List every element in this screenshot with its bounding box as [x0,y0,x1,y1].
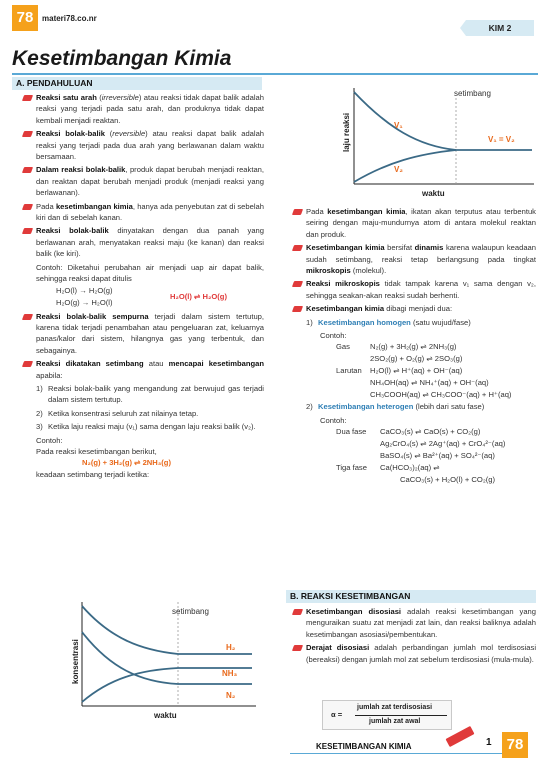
equation-equilibrium: H₂O(l) ⇌ H₂O(g) [170,291,227,301]
fraction-bar [355,715,447,716]
concentration-chart [70,598,260,722]
pencil-bullet-icon [292,281,303,287]
contoh-equation: N₂(g) + 3H₂(g) ⇌ 2NH₃(g) [82,458,171,468]
equation-forward: H₂O(l) → H₂O(g) [56,285,113,295]
right-column [290,206,536,486]
footer-logo: 78 [502,732,528,758]
top-bar [0,0,550,38]
y-axis-label: konsentrasi [71,639,80,684]
paragraph-dibagi: Kesetimbangan kimia dibagi menjadi dua: [290,303,536,314]
paragraph-panah: Reaksi bolak-balik dinyatakan dengan dua panah yang berlawanan arah, menyatakan reaksi maju (ke kanan) dan reaksi balik (ke kiri). [20,225,264,259]
fraction-numerator: jumlah zat terdisosiasi [357,704,433,711]
pencil-bullet-icon [22,131,33,137]
contoh-text: Pada reaksi kesetimbangan berikut, [36,446,157,456]
page-number: 1 [486,737,492,748]
alpha-symbol: α = [331,710,343,719]
contoh-air: Contoh: Diketahui perubahan air menjadi uap air dapat balik, sehingga reaksi dapat ditulis [36,262,264,284]
contoh-label: Contoh: [36,435,63,445]
pencil-bullet-icon [292,209,303,215]
pencil-bullet-icon [22,361,33,367]
dua-fase-equations: Dua fase CaCO₃(s) ⇌ CaO(s) + CO₂(g) Ag₂CrO₄(s) ⇌ 2Ag⁺(aq) + CrO₄²⁻(aq) BaSO₄(s) ⇌ Ba²⁺(aq) + SO₄²⁻(aq) [336,427,506,461]
section-b-body [290,606,536,667]
list-item-2: 2) Ketika konsentrasi seluruh zat nilainya tetap. [36,408,199,418]
paragraph-dinamis: Kesetimbangan kimia bersifat dinamis karena walaupun keadaan sudah setimbang, reaksi tetap berlangsung pada tingkat mikroskopis (molekul). [290,242,536,276]
list-item-3: 3) Ketika laju reaksi maju (v₁) sama dengan laju reaksi balik (v₂). [36,422,256,432]
section-b-heading: B. REAKSI KESETIMBANGAN [286,590,536,603]
x-axis-label: waktu [422,189,445,198]
pencil-bullet-icon [22,95,33,101]
paragraph-setimbang: Reaksi dikatakan setimbang atau mencapai kesetimbangan apabila: [20,358,264,381]
left-column [20,92,264,480]
contoh-after: keadaan setimbang terjadi ketika: [36,469,150,479]
paragraph-reversible: Reaksi bolak-balik (reversible) atau reaksi dapat balik adalah reaksi yang terjadi pada dua arah yang berlawanan dalam waktu bersamaan. [20,128,264,162]
larutan-equations: Larutan H₂O(l) ⇌ H⁺(aq) + OH⁻(aq) NH₄OH(aq) ⇌ NH₄⁺(aq) + OH⁻(aq) CH₃COOH(aq) ⇌ CH₃COO⁻(aq) + H⁺(aq) [336,366,512,400]
footer-title: KESETIMBANGAN KIMIA [316,742,412,751]
subject-badge: KIM 2 [466,20,534,36]
pencil-bullet-icon [22,167,33,173]
paragraph-derajat: Derajat disosiasi adalah perbandingan jumlah mol terdisosiasi (bereaksi) dengan jumlah mol zat sebelum terdisosiasi (mula-mula). [290,642,536,665]
paragraph-sempurna: Reaksi bolak-balik sempurna terjadi dalam sistem tertutup, karena tidak terjadi penambahan atau pengeluaran zat, keluarnya panas/kalor dari sistem, hilangnya gas yang terbentuk, dan sebagainya. [20,311,264,357]
pencil-bullet-icon [292,645,303,651]
alpha-formula [322,700,452,730]
homogen-heading: 1) Kesetimbangan homogen (satu wujud/fase) [306,317,471,327]
tiga-fase-equations: Tiga fase Ca(HCO₃)₂(aq) ⇌ CaCO₃(s) + H₂O(l) + CO₂(g) [336,463,496,485]
homogen-contoh: Contoh: [320,331,347,341]
site-name: materi78.co.nr [42,14,97,23]
site-logo: 78 [12,5,38,31]
chart-note: setimbang [454,89,491,98]
v2-curve [354,150,456,182]
y-axis-label: laju reaksi [342,112,351,152]
footer-divider [290,753,504,754]
pencil-bullet-icon [292,245,303,251]
paragraph-bolak-balik: Dalam reaksi bolak-balik, produk dapat berubah menjadi reaktan, dan reaktan dapat berubah menjadi produk (menjadi reaksi yang berlawanan). [20,164,264,198]
list-item-1: 1) Reaksi bolak-balik yang mengandung zat berwujud gas terjadi dalam sistem tertutup. [36,383,264,405]
rate-chart [338,84,538,200]
water-equations [20,285,264,311]
v-equal-label: V₁ = V₂ [488,135,515,144]
page-title: Kesetimbangan Kimia [12,47,232,70]
series-label-n2: N₂ [226,691,236,700]
title-divider [12,73,538,75]
v2-label: V₂ [394,165,403,174]
paragraph-irreversible: Reaksi satu arah (irreversible) atau reaksi tidak dapat balik adalah reaksi yang terjadi pada satu arah, dan produknya tidak dapat kembali menjadi reaktan. [20,92,264,126]
heterogen-heading: 2) Kesetimbangan heterogen (lebih dari satu fase) [306,402,485,412]
gas-equations: Gas N₂(g) + 3H₂(g) ⇌ 2NH₃(g) 2SO₂(g) + O₂(g) ⇌ 2SO₃(g) [336,342,463,364]
fraction-denominator: jumlah zat awal [369,718,421,725]
equation-reverse: H₂O(g) → H₂O(l) [56,297,113,307]
pencil-bullet-icon [22,204,33,210]
paragraph-disosiasi: Kesetimbangan disosiasi adalah reaksi kesetimbangan yang menguraikan suatu zat menjadi zat lain, dan reaksi baliknya adalah kesetimbangan asosiasi/pembentukan. [290,606,536,640]
paragraph-mikroskopis: Reaksi mikroskopis tidak tampak karena v₁ sama dengan v₂, sehingga seakan-akan reaksi sudah berhenti. [290,278,536,301]
section-a-heading: A. PENDAHULUAN [12,77,262,90]
pencil-bullet-icon [22,314,33,320]
paragraph-ikatan: Pada kesetimbangan kimia, ikatan akan terputus atau terbentuk seiring dengan maju-mundurnya atom di antara molekul reaktan dan produk. [290,206,536,240]
pencil-bullet-icon [292,306,303,312]
v1-label: V₁ [394,121,403,130]
paragraph-kesetimbangan: Pada kesetimbangan kimia, hanya ada penyebutan zat di sebelah kiri dan di sebelah kanan. [20,201,264,224]
pencil-bullet-icon [22,228,33,234]
x-axis-label: waktu [154,711,177,720]
series-label-h2: H₂ [226,643,236,652]
heterogen-contoh: Contoh: [320,415,347,425]
pencil-bullet-icon [292,609,303,615]
chart-note: setimbang [172,607,209,616]
series-label-nh3: NH₃ [222,669,238,678]
